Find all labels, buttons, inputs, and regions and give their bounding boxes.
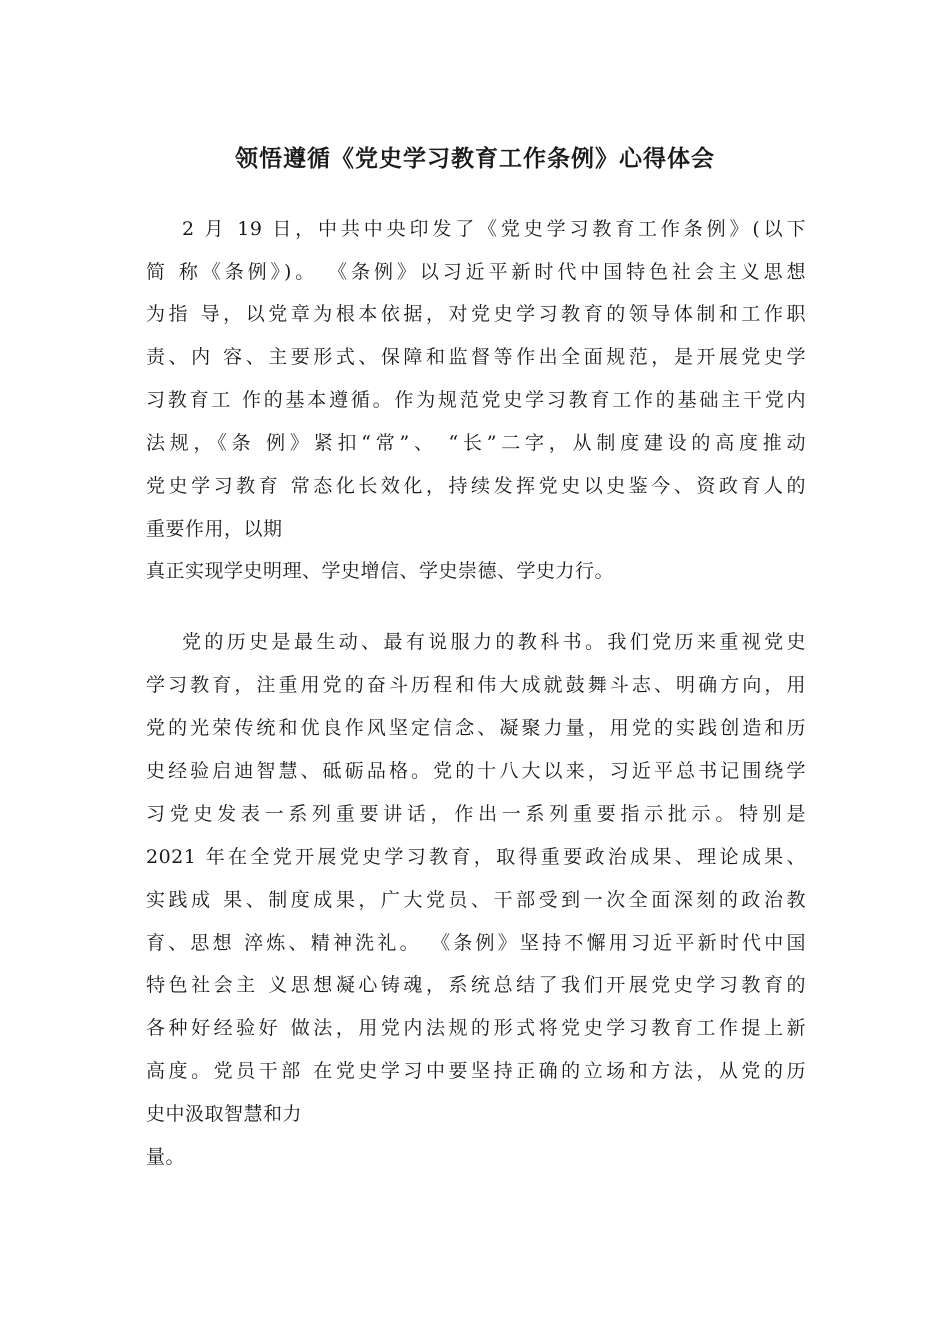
paragraph-2-line-3: 党的光荣传统和优良作风坚定信念、凝聚力量，用党的实践创造和历 [146, 717, 806, 739]
paragraph-1-line-3: 为指 导，以党章为根本依据，对党史学习教育的领导体制和工作职 [146, 303, 806, 325]
paragraph-1-line-7: 党史学习教育 常态化长效化，持续发挥党史以史鉴今、资政育人的 [146, 475, 806, 497]
paragraph-1-line-5: 习教育工 作的基本遵循。作为规范党史学习教育工作的基础主干党内 [146, 389, 806, 411]
paragraph-1-line-9: 真正实现学史明理、学史增信、学史崇德、学史力行。 [146, 560, 615, 582]
paragraph-2-line-4: 史经验启迪智慧、砥砺品格。党的十八大以来，习近平总书记围绕学 [146, 760, 806, 782]
paragraph-2-line-11: 高度。党员干部 在党史学习中要坚持正确的立场和方法，从党的历 [146, 1060, 806, 1082]
paragraph-2-line-5: 习党史发表一系列重要讲话，作出一系列重要指示批示。特别是 [146, 803, 806, 825]
paragraph-1-line-6: 法规，《条 例》紧扣“常”、 “长”二字，从制度建设的高度推动 [146, 432, 806, 454]
document-title: 领悟遵循《党史学习教育工作条例》心得体会 [235, 145, 715, 172]
paragraph-1-line-1: 2 月 19 日，中共中央印发了《党史学习教育工作条例》(以下 [182, 218, 806, 240]
paragraph-1-line-2: 简 称《条例》)。 《条例》以习近平新时代中国特色社会主义思想 [146, 261, 806, 283]
paragraph-2-line-13: 量。 [146, 1146, 186, 1168]
paragraph-2-line-2: 学习教育，注重用党的奋斗历程和伟大成就鼓舞斗志、明确方向，用 [146, 674, 806, 696]
paragraph-1-line-4: 责、内 容、主要形式、保障和监督等作出全面规范，是开展党史学 [146, 346, 806, 368]
paragraph-2-line-1: 党的历史是最生动、最有说服力的教科书。我们党历来重视党史 [182, 631, 806, 653]
paragraph-2-line-12: 史中汲取智慧和力 [146, 1103, 303, 1125]
paragraph-2-line-6: 2021 年在全党开展党史学习教育，取得重要政治成果、理论成果、 [146, 846, 806, 868]
paragraph-1-line-8: 重要作用，以期 [146, 518, 283, 540]
paragraph-2-line-8: 育、思想 淬炼、精神洗礼。 《条例》坚持不懈用习近平新时代中国 [146, 932, 806, 954]
paragraph-2-line-9: 特色社会主 义思想凝心铸魂，系统总结了我们开展党史学习教育的 [146, 974, 806, 996]
paragraph-2-line-7: 实践成 果、制度成果，广大党员、干部受到一次全面深刻的政治教 [146, 889, 806, 911]
paragraph-2-line-10: 各种好经验好 做法，用党内法规的形式将党史学习教育工作提上新 [146, 1017, 806, 1039]
